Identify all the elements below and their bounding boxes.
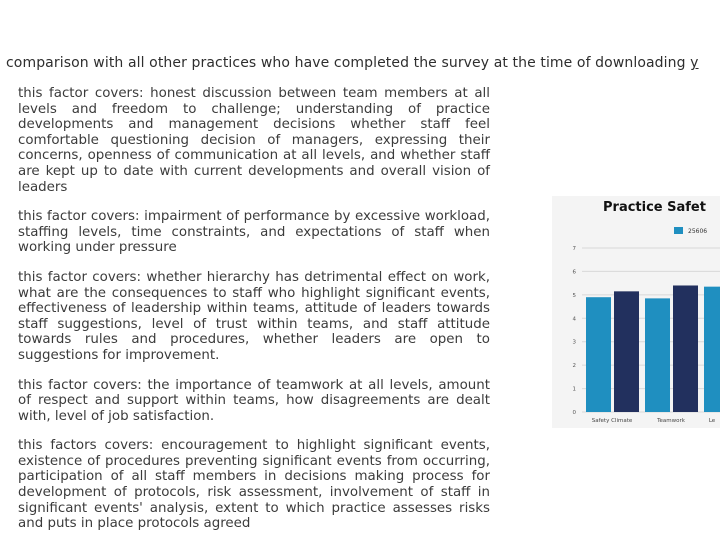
- bar: [673, 285, 698, 412]
- factor-communication: this factor covers: honest discussion between team members at all levels and freedom to challenge; understanding of practice developments and management decisions whether staff feel comfortable questioning decision of managers, expressing their concerns, openness of communication at all levels, and whether staff are kept up to date with current developments and overall vision of leaders: [18, 86, 490, 195]
- y-tick-label: 0: [572, 410, 576, 416]
- y-tick-label: 5: [572, 292, 576, 299]
- bar: [704, 287, 720, 412]
- legend-swatch: [674, 227, 683, 234]
- factor-workload: this factor covers: impairment of performance by excessive workload, staffing levels, time constraints, and expectations of staff when working under pressure: [18, 209, 490, 256]
- y-tick-label: 4: [572, 316, 576, 323]
- intro-text: [6, 55, 720, 71]
- y-tick-label: 3: [572, 339, 576, 346]
- y-tick-label: 6: [572, 269, 576, 276]
- factor-safety-systems: this factors covers: encouragement to highlight significant events, existence of procedures preventing significant events from occurring, participation of all staff members in decisions making process for development of protocols, risk assessment, involvement of staff in significant events' analysis, extent to which practice assesses risks and puts in place protocols agreed: [18, 438, 490, 532]
- practice-safety-chart: [552, 196, 720, 428]
- factor-leadership: this factor covers: whether hierarchy has detrimental effect on work, what are the consequences to staff who highlight significant events, effectiveness of leadership within teams, attitude of leaders towards staff suggestions, level of trust within teams, and staff attitude towards rules and procedures, whether leaders are open to suggestions for improvement.: [18, 269, 490, 363]
- x-category-label: Safety Climate: [591, 418, 633, 424]
- intro-cutoff: y: [690, 55, 699, 71]
- factor-teamwork: this factor covers: the importance of teamwork at all levels, amount of respect and support within teams, how disagreements are dealt with, level of job satisfaction.: [18, 377, 490, 424]
- bar: [645, 298, 670, 412]
- x-category-label: Teamwork: [657, 418, 685, 424]
- bar: [614, 291, 639, 412]
- y-tick-label: 7: [572, 246, 576, 252]
- y-tick-label: 2: [572, 363, 576, 370]
- legend-label: 25606: [688, 228, 708, 235]
- factor-descriptions: [18, 86, 490, 546]
- intro-sentence: comparison with all other practices who have completed the survey at the time of downloading: [6, 55, 691, 71]
- x-category-label: Le: [708, 418, 716, 424]
- chart-title: Practice Safet: [603, 200, 706, 215]
- y-tick-label: 1: [572, 386, 576, 393]
- chart-plot: [552, 196, 720, 428]
- bar: [586, 297, 611, 412]
